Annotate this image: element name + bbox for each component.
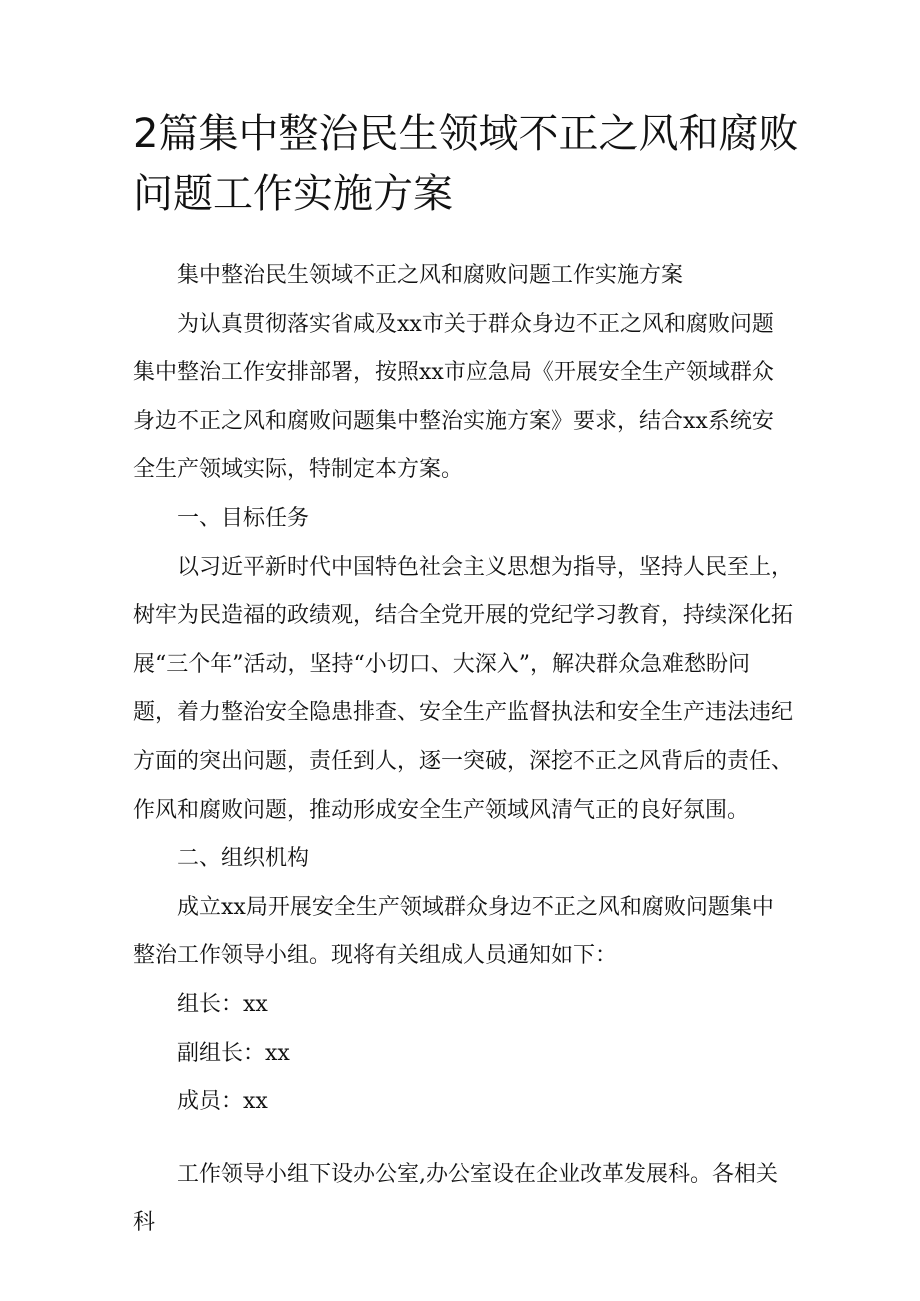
members-label: 成员： — [177, 1089, 244, 1115]
section-2-title: 二、组织机构 — [177, 846, 310, 872]
deputy-leader-value: xx — [265, 1040, 290, 1066]
leader-label: 组长： — [177, 991, 244, 1017]
section-1-paragraph: 以习近平新时代中国特色社会主义思想为指导，坚持人民至上，树牢为民造福的政绩观，结合全党开展的党纪学习教育，持续深化拓展“三个年”活动，坚持“小切口、大深入”，解决群众急难愁盼问题，着力整治安全隐患排查、安全生产监督执法和安全生产违法违纪方面的突出问题，责任到人，逐一突破，深挖不正之风背后的责任、作风和腐败问题，推动形成安全生产领域风清气正的良好氛围。 — [133, 554, 794, 823]
leader-line — [133, 981, 793, 1030]
leader-value: xx — [243, 991, 268, 1017]
section-heading: 集中整治民生领域不正之风和腐败问题工作实施方案 — [177, 263, 684, 288]
members-value: xx — [243, 1089, 268, 1115]
office-paragraph: 工作领导小组下设办公室,办公室设在企业改革发展科。各相关科 — [133, 1161, 778, 1236]
deputy-leader-line — [133, 1030, 793, 1079]
members-line — [133, 1078, 793, 1127]
intro-paragraph: 为认真贯彻落实省咸及xx市关于群众身边不正之风和腐败问题集中整治工作安排部署，按照xx市应急局《开展安全生产领域群众身边不正之风和腐败问题集中整治实施方案》要求，结合xx系统安全生产领域实际，特制定本方案。 — [133, 311, 774, 483]
document-title: 2篇集中整治民生领域不正之风和腐败问题工作实施方案 — [133, 111, 799, 217]
document-body — [133, 252, 793, 1248]
section-1-title: 一、目标任务 — [177, 505, 310, 531]
section-2-paragraph: 成立xx局开展安全生产领域群众身边不正之风和腐败问题集中整治工作领导小组。现将有关组成人员通知如下： — [133, 894, 774, 969]
deputy-leader-label: 副组长： — [177, 1040, 266, 1066]
paragraph-spacer — [133, 1127, 793, 1151]
